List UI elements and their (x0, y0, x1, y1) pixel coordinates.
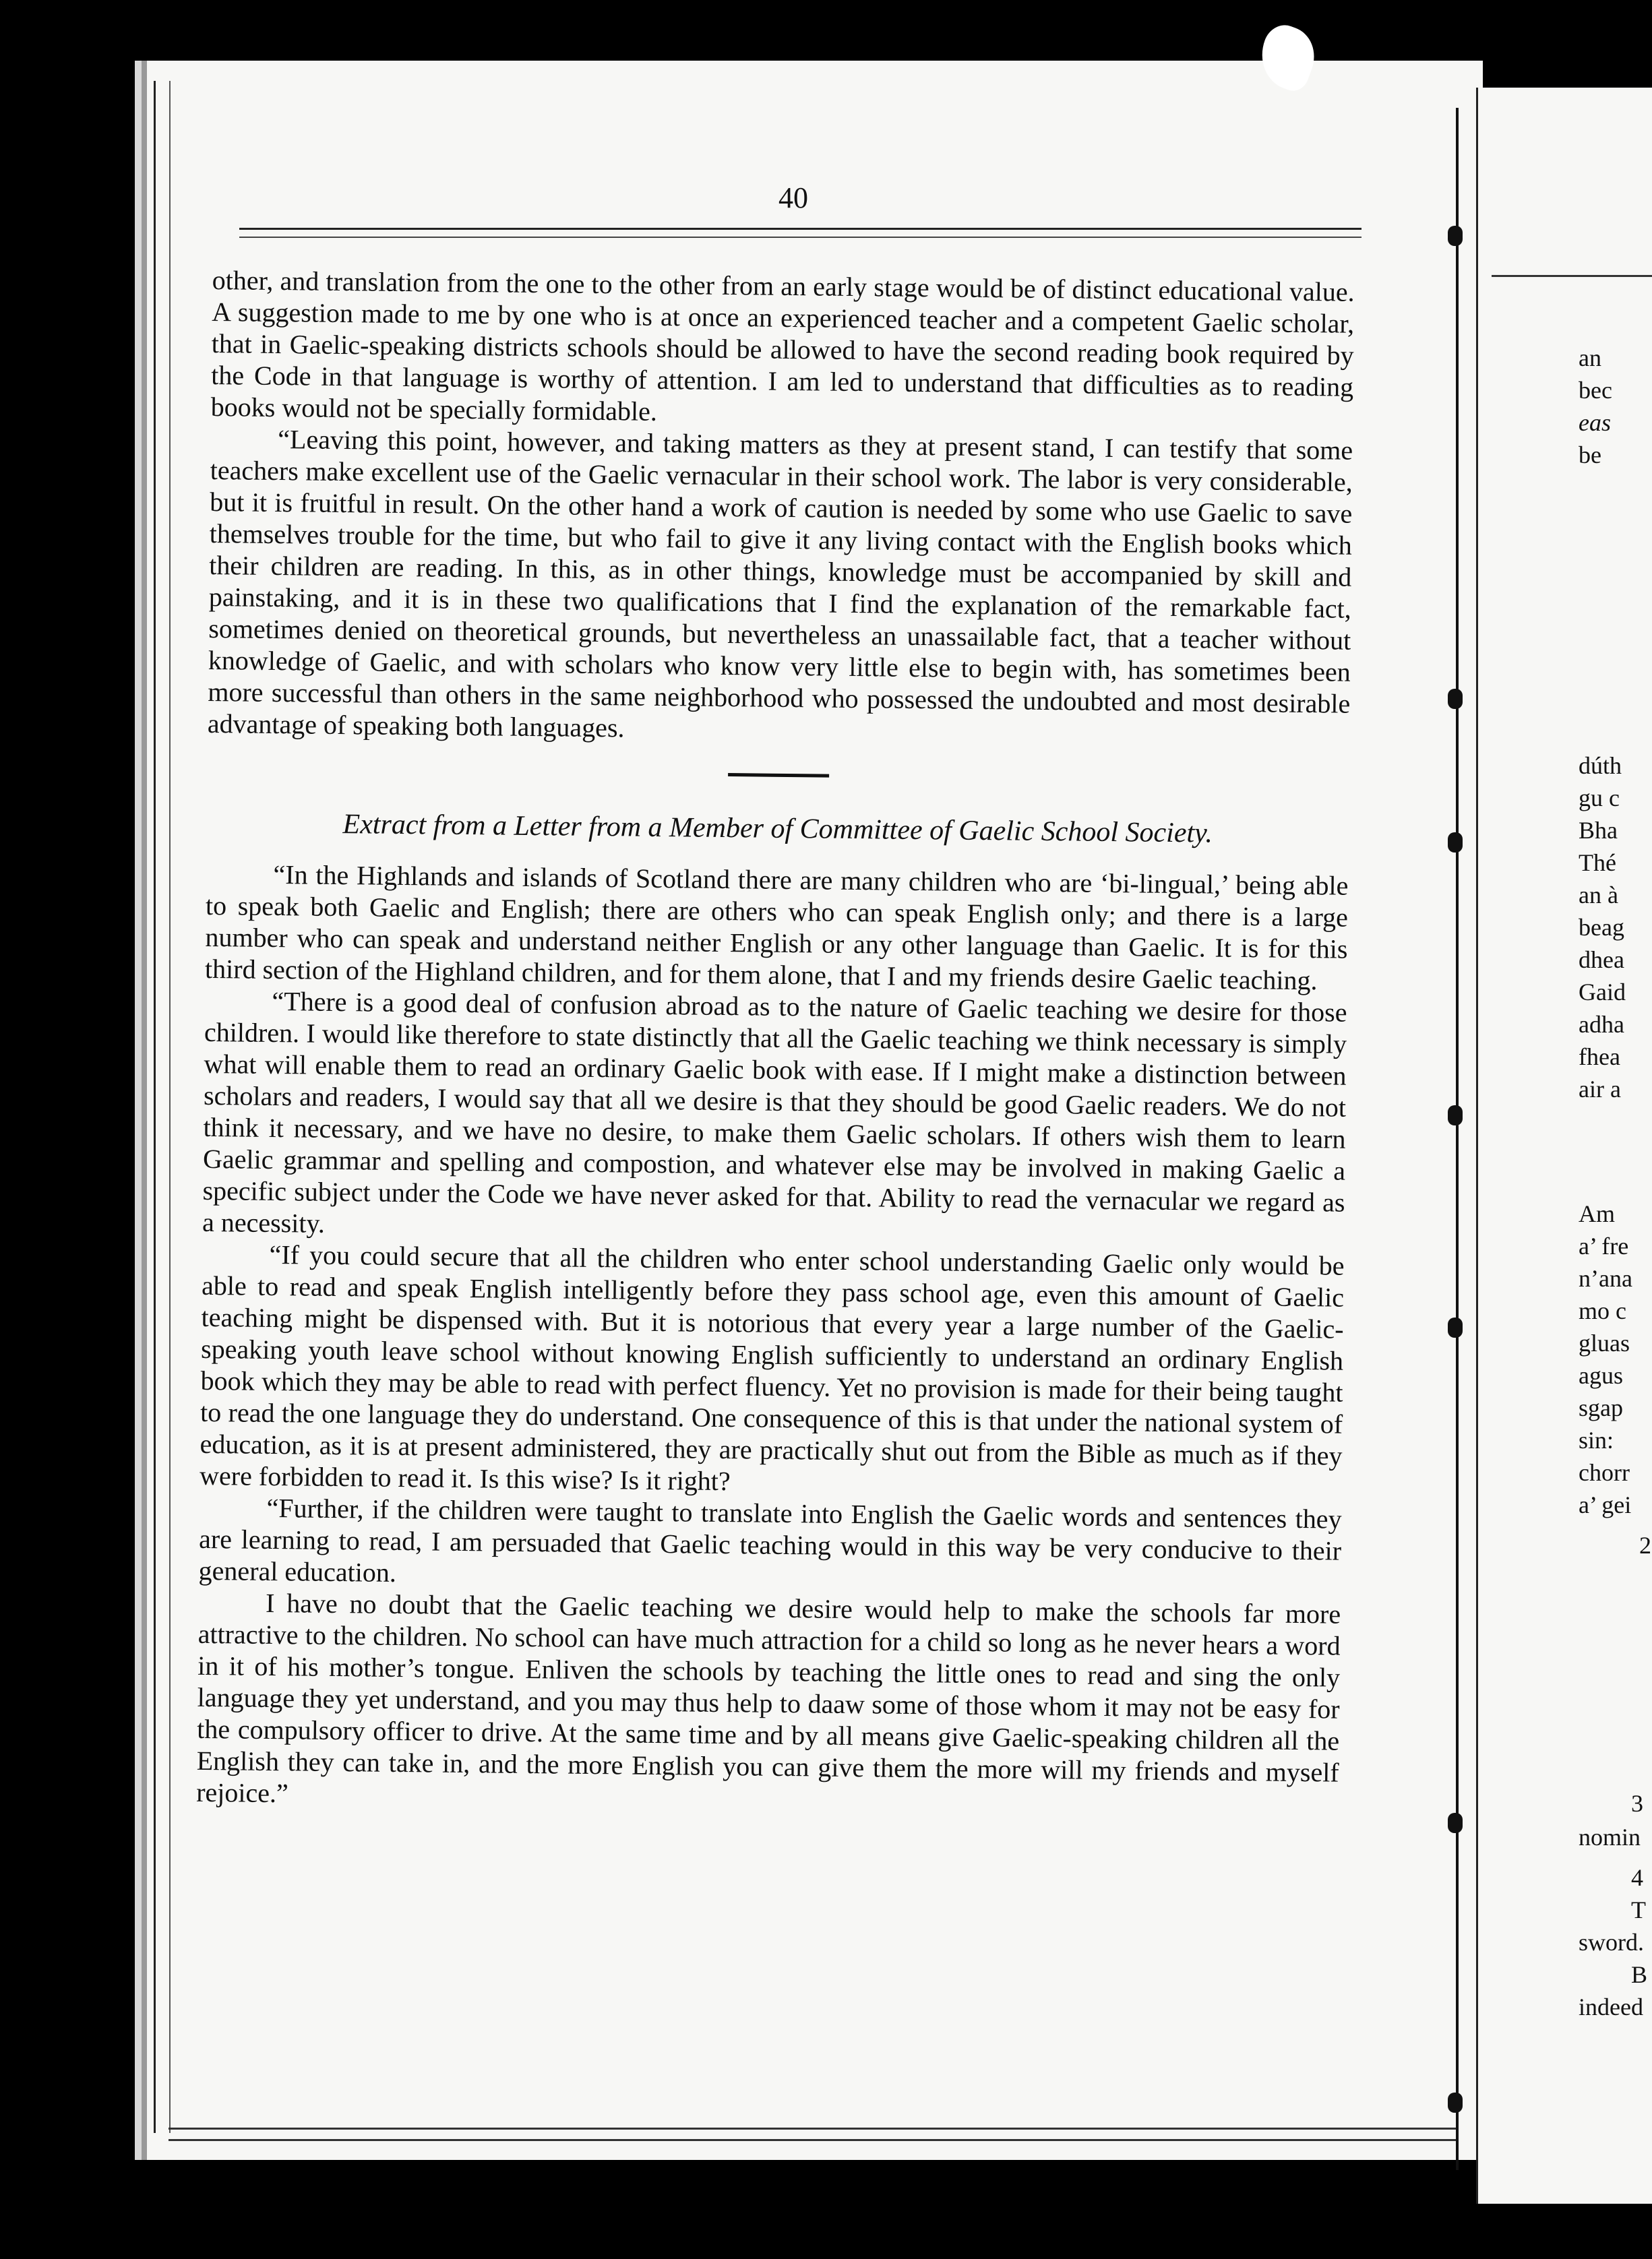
binding-stitch (1448, 2093, 1463, 2113)
extract-paragraph: “There is a good deal of confusion abroad as to the nature of Gaelic teaching we desire for those children. I would like therefore to state distinctly that all the Gaelic teaching we think necessary is simply what will enable them to read an ordinary Gaelic book with ease. If I might make a distinction between scholars and readers, I would say that all we desire is that they should be good Gaelic readers. We do not think it necessary, and we have no desire, to make them Gaelic scholars. If others wish them to learn Gaelic grammar and spelling and compostion, and whatever else may be involved in making Gaelic a specific subject under the Code we have never asked for that. Ability to read the vernacular we regard as a necessity. (202, 985, 1347, 1239)
right-fragment: bec (1579, 377, 1612, 404)
right-fragment: sword. (1579, 1929, 1644, 1956)
right-fragment: adha (1579, 1011, 1624, 1038)
right-fragment: gu c (1579, 784, 1620, 811)
binding-stitch (1448, 1813, 1463, 1833)
page-number: 40 (778, 181, 808, 214)
right-fragment: T (1631, 1896, 1646, 1923)
right-fragment: an à (1579, 881, 1618, 908)
right-fragment: dúth (1579, 752, 1622, 779)
right-fragment: indeed (1579, 1993, 1643, 2020)
right-fragment: dhea (1579, 946, 1624, 973)
header-rule (239, 228, 1362, 238)
right-fragment: sgap (1579, 1394, 1623, 1421)
right-fragment: sin: (1579, 1427, 1614, 1454)
right-fragment: beag (1579, 914, 1624, 941)
binding-stitch (1448, 226, 1463, 246)
extract-paragraph: “In the Highlands and islands of Scotland there are many children who are ‘bi-lingual,’ being able to speak both Gaelic and English; there are others who can speak English only; and there is a large number who can speak and understand neither English or any other language than Gaelic. It is for this third section of the Highland children, and for them alone, that I and my friends desire Gaelic teaching. (204, 859, 1349, 996)
right-fragment: B (1631, 1961, 1648, 1988)
extract-paragraph: “Further, if the children were taught to translate into English the Gaelic words and sentences they are learning to read, I am persuaded that Gaelic teaching would in this way be very conducive to their general education. (198, 1492, 1342, 1588)
binding-stitch (1448, 1318, 1463, 1338)
section-divider (728, 773, 829, 778)
extract-title: Extract from a Letter from a Member of Committee of Gaelic School Society. (342, 809, 1213, 849)
right-fragment: chorr (1579, 1459, 1630, 1486)
body-paragraph: other, and translation from the one to the other from an early stage would be of distinct educational value. A suggestion made to me by one who is at once an experienced teacher and a competent Gaelic scholar, that in Gaelic-speaking districts schools should be allowed to have the second reading book required by the Code in that language is worthy of attention. I am led to understand that difficulties as to reading books would not be specially formidable. (210, 264, 1355, 427)
right-fragment: an (1579, 344, 1601, 371)
right-fragment: eas (1579, 409, 1611, 436)
page-bottom-rule (169, 2128, 1456, 2141)
right-fragment: fhea (1579, 1043, 1620, 1070)
right-page-fragment (1476, 88, 1652, 2204)
right-page-rule (1492, 275, 1652, 277)
extract-paragraph: I have no doubt that the Gaelic teaching we desire would help to make the schools far more attractive to the children. No school can have much attraction for a child so long as he never hears a word in it of his mother’s tongue. Enliven the schools by teaching the little ones to read and sing the only language they yet understand, and you may thus help to daaw some of those whom it may not be easy for the compulsory officer to drive. At the same time and by all means give Gaelic-speaking children all the English they can take in, and the more English you can give them the more will my friends and myself rejoice.” (196, 1587, 1341, 1809)
book-spine (1456, 108, 1473, 2170)
body-paragraph: “Leaving this point, however, and taking matters as they at present stand, I can testify that some teachers make excellent use of the Gaelic vernacular in their school work. The labor is very considerable, but it is fruitful in result. On the other hand a work of caution is needed by some who use Gaelic to save themselves trouble for the time, but who fail to give it any living contact with the English books which their children are reading. In this, as in other things, knowledge must be accompanied by skill and painstaking, and it is in these two qualifications that I find the explanation of the remarkable fact, sometimes denied on theoretical grounds, but nevertheless an unassailable fact, that a teacher without knowledge of Gaelic, and with scholars who know very little else to begin with, has sometimes been more successful than others in the same neighborhood who possessed the undoubted and most desirable advantage of speaking both languages. (207, 424, 1353, 743)
right-fragment: mo c (1579, 1297, 1626, 1324)
right-fragment: 3 (1631, 1790, 1643, 1817)
binding-stitch (1448, 1105, 1463, 1125)
right-fragment: air a (1579, 1076, 1621, 1103)
right-fragment: n’ana (1579, 1265, 1632, 1292)
right-fragment: 4 (1631, 1864, 1643, 1891)
right-fragment: gluas (1579, 1330, 1630, 1357)
binding-stitch (1448, 832, 1463, 853)
binding-stitch (1448, 689, 1463, 709)
right-fragment: a’ fre (1579, 1233, 1629, 1260)
right-fragment: Am (1579, 1200, 1615, 1227)
page-edge-lines (154, 81, 171, 2133)
right-fragment: be (1579, 441, 1601, 468)
extract-paragraph: “If you could secure that all the children who enter school understanding Gaelic only would be able to read and speak English intelligently before they pass school age, even this amount of Gaelic teaching might be dispensed with. But it is notorious that every year a large number of the Gaelic-speaking youth leave school without knowing English sufficiently to understand an ordinary English book which they may be able to read with perfect fluency. Yet no provision is made for their being taught to read the one language they do understand. One consequence of this is that under the national system of education, as it is at present administered, they are practically shut out from the Bible as much as if they were forbidden to read it. Is this wise? Is it right? (199, 1239, 1345, 1497)
right-fragment: agus (1579, 1362, 1623, 1389)
right-fragment: Gaid (1579, 979, 1626, 1005)
page-body (196, 264, 1355, 1820)
right-fragment: Thé (1579, 849, 1616, 876)
right-fragment: a’ gei (1579, 1491, 1632, 1518)
right-fragment: Bha (1579, 817, 1618, 844)
right-fragment: nomin (1579, 1824, 1641, 1851)
right-fragment: 2 (1639, 1532, 1651, 1559)
